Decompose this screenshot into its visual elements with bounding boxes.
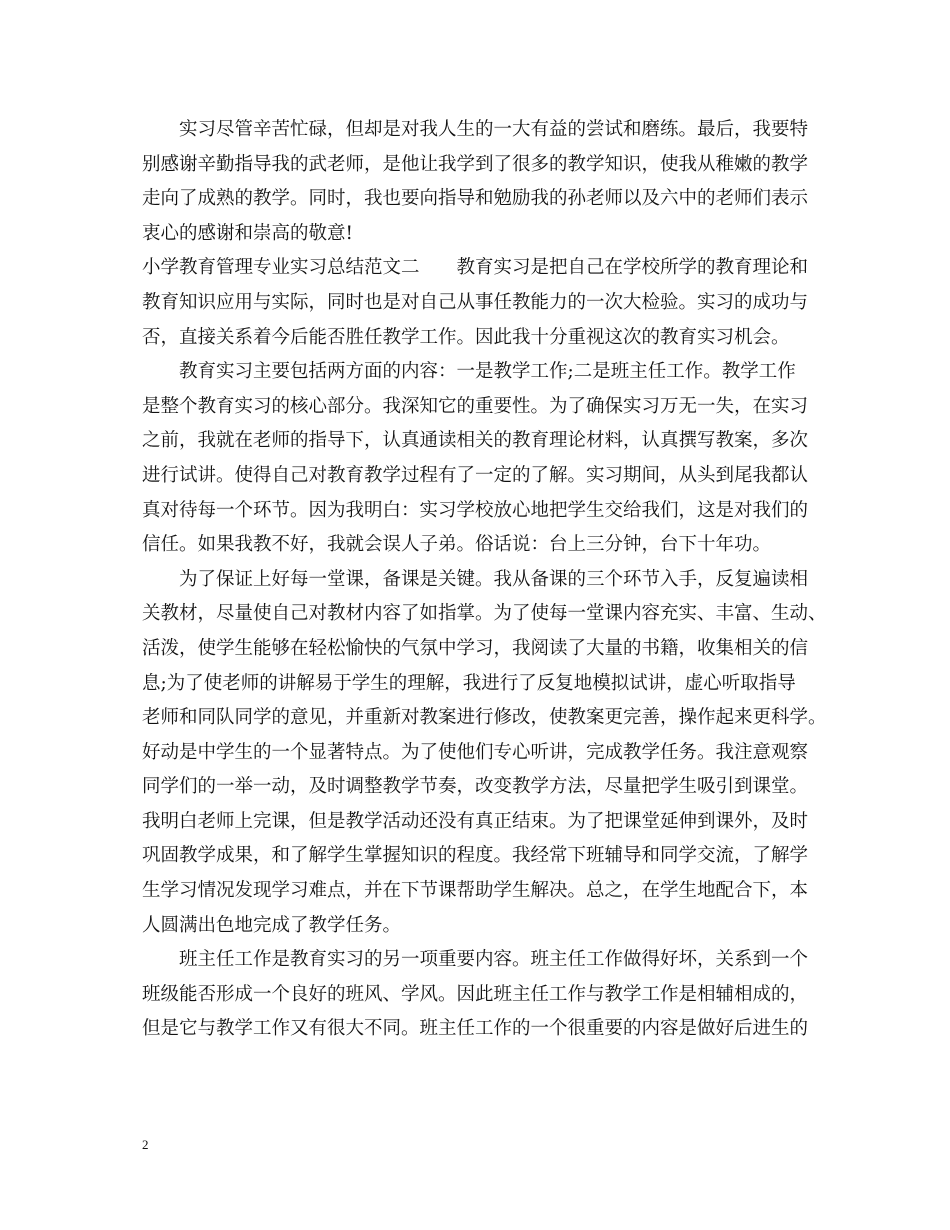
text-line: 巩固教学成果，和了解学生掌握知识的程度。我经常下班辅导和同学交流，了解学 <box>142 845 809 867</box>
body-text <box>142 113 827 1047</box>
text-line: 息;为了使老师的讲解易于学生的理解，我进行了反复地模拟试讲，虚心听取指导 <box>142 672 796 694</box>
text-line: 真对待每一个环节。因为我明白：实习学校放心地把学生交给我们，这是对我们的 <box>142 499 809 521</box>
text-line: 但是它与教学工作又有很大不同。班主任工作的一个很重要的内容是做好后进生的 <box>142 1018 809 1040</box>
text-line: 班级能否形成一个良好的班风、学风。因此班主任工作与教学工作是相辅相成的， <box>142 983 809 1005</box>
text-line: 教育实习主要包括两方面的内容：一是教学工作;二是班主任工作。教学工作 <box>179 361 796 383</box>
text-line: 别感谢辛勤指导我的武老师，是他让我学到了很多的教学知识，使我从稚嫩的教学 <box>142 153 809 175</box>
text-line: 衷心的感谢和崇高的敬意! <box>142 222 353 244</box>
section-heading-line: 小学教育管理专业实习总结范文二 教育实习是把自己在学校所学的教育理论和 <box>142 257 809 279</box>
text-line: 关教材，尽量使自己对教材内容了如指掌。为了使每一堂课内容充实、丰富、生动、 <box>142 603 827 625</box>
text-line: 我明白老师上完课，但是教学活动还没有真正结束。为了把课堂延伸到课外，及时 <box>142 810 809 832</box>
text-line: 老师和同队同学的意见，并重新对教案进行修改，使教案更完善，操作起来更科学。 <box>142 707 827 729</box>
text-line: 实习尽管辛苦忙碌，但却是对我人生的一大有益的尝试和磨练。最后，我要特 <box>179 119 809 140</box>
text-line: 否，直接关系着今后能否胜任教学工作。因此我十分重视这次的教育实习机会。 <box>142 326 790 348</box>
text-line: 生学习情况发现学习难点，并在下节课帮助学生解决。总之，在学生地配合下，本 <box>142 880 809 902</box>
text-line: 之前，我就在老师的指导下，认真通读相关的教育理论材料，认真撰写教案，多次 <box>142 430 809 452</box>
text-line: 活泼，使学生能够在轻松愉快的气氛中学习，我阅读了大量的书籍，收集相关的信 <box>142 637 809 659</box>
page-number: 2 <box>142 1137 149 1152</box>
text-line: 人圆满出色地完成了教学任务。 <box>142 914 402 936</box>
text-line: 进行试讲。使得自己对教育教学过程有了一定的了解。实习期间，从头到尾我都认 <box>142 464 809 486</box>
text-line: 教育知识应用与实际，同时也是对自己从事任教能力的一次大检验。实习的成功与 <box>142 291 809 313</box>
text-line: 同学们的一举一动，及时调整教学节奏，改变教学方法，尽量把学生吸引到课堂。 <box>142 776 809 798</box>
text-line: 为了保证上好每一堂课，备课是关键。我从备课的三个环节入手，反复遍读相 <box>179 568 809 590</box>
text-line: 是整个教育实习的核心部分。我深知它的重要性。为了确保实习万无一失，在实习 <box>142 395 809 417</box>
text-line: 信任。如果我教不好，我就会误人子弟。俗话说：台上三分钟，台下十年功。 <box>142 534 772 556</box>
text-line: 班主任工作是教育实习的另一项重要内容。班主任工作做得好坏，关系到一个 <box>179 949 809 971</box>
text-line: 好动是中学生的一个显著特点。为了使他们专心听讲，完成教学任务。我注意观察 <box>142 741 809 763</box>
text-line: 走向了成熟的教学。同时，我也要向指导和勉励我的孙老师以及六中的老师们表示 <box>142 188 809 210</box>
